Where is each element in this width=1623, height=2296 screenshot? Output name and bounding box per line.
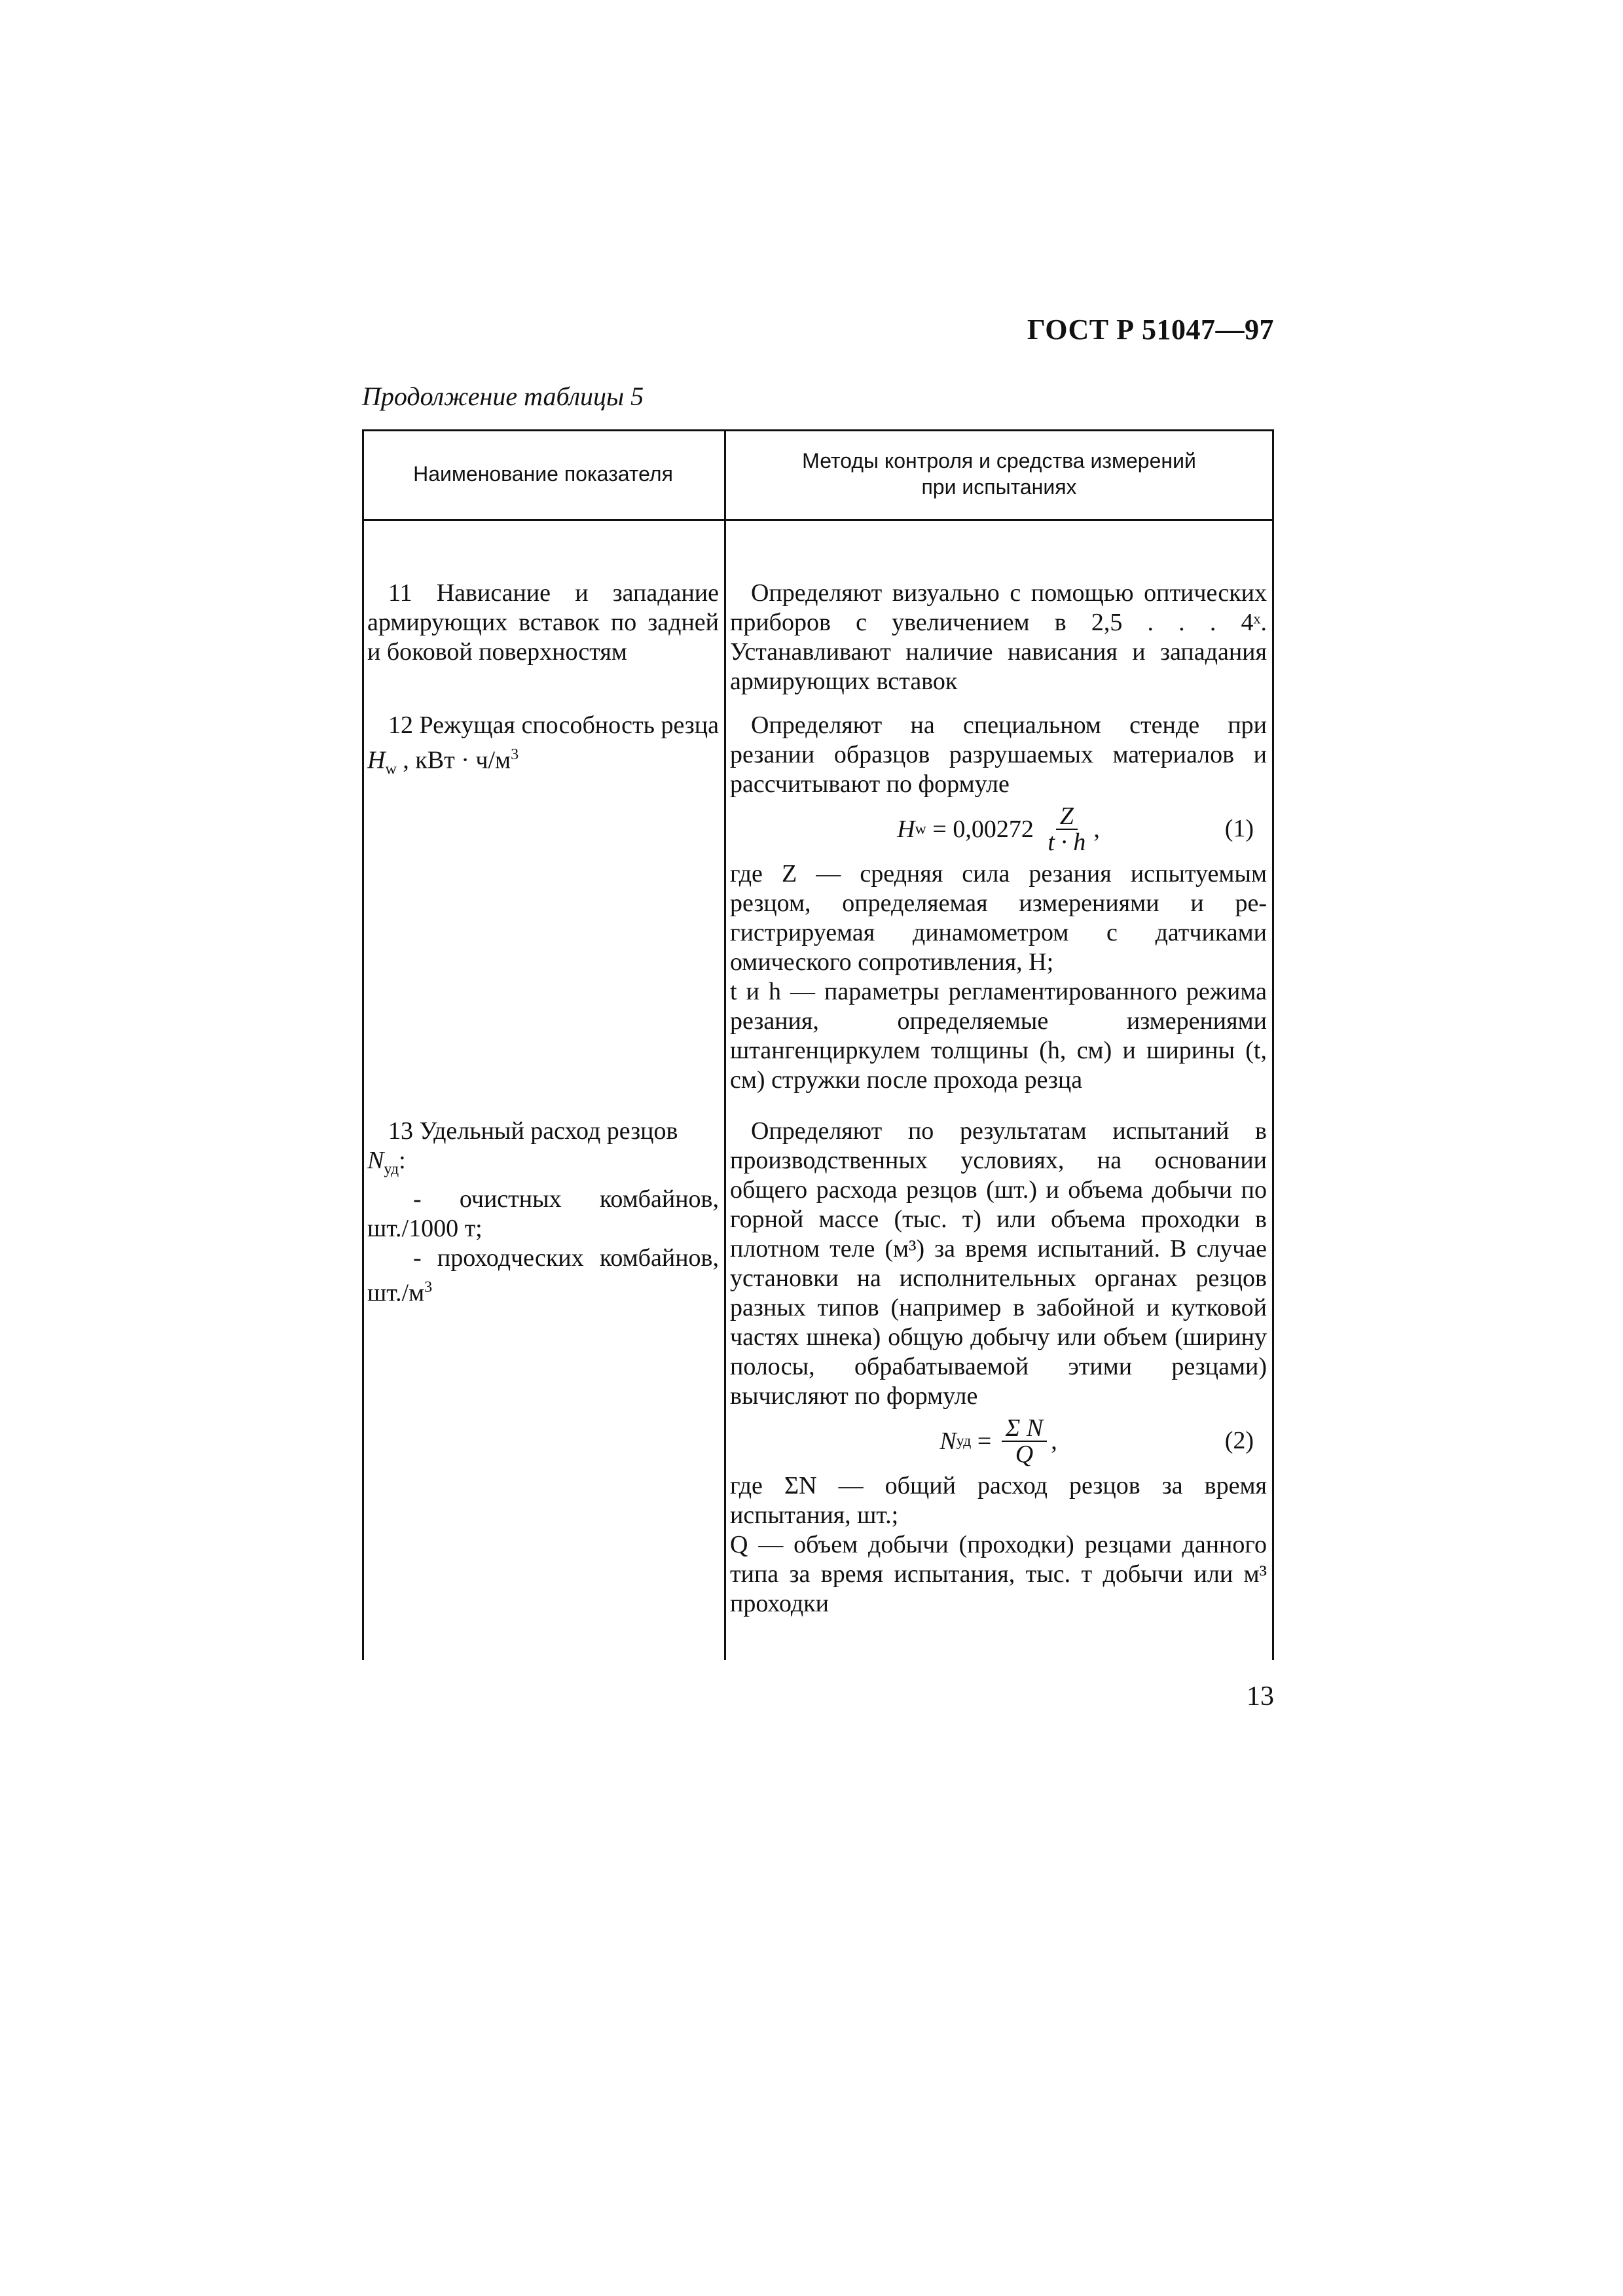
formula-1-fraction [1044, 804, 1089, 855]
row13-item2-sup: 3 [424, 1278, 433, 1296]
row13-where-sum: где ΣN — общий расход резцов за время испытания, шт.; [730, 1472, 1267, 1529]
document-code: ГОСТ Р 51047—97 [1027, 314, 1274, 346]
formula-2-number: (2) [1224, 1427, 1254, 1454]
row12-unit: , кВт · ч/м [396, 746, 511, 774]
column-divider [724, 429, 726, 1660]
row12-unit-sup: 3 [511, 746, 519, 763]
row13-symbol: N [367, 1147, 384, 1174]
table-right-border [1272, 429, 1274, 1660]
formula-2-eq: = [971, 1427, 998, 1455]
formula-2-tail: , [1051, 1427, 1057, 1455]
formula-2-numerator: Σ N [1002, 1416, 1047, 1442]
formula-2-lhs: N [939, 1427, 957, 1455]
row12-where-th: t и h — параметры регламентированного режима резания, определяемые измерениями штангенциркулем толщины (h, см) и ширины (t, см) стружки после прохода резца [730, 978, 1267, 1094]
row12-name [367, 711, 719, 784]
row13-name-symbol-line [367, 1146, 719, 1185]
header-methods-line2: при испытаниях [921, 475, 1077, 499]
row13-item1: - очистных комбайнов, шт./1000 т; [367, 1185, 719, 1242]
row13-name-line1: 13 Удельный расход резцов [388, 1117, 678, 1145]
formula-2-fraction [1002, 1416, 1047, 1467]
formula-2-lhs-sub: уд [956, 1432, 972, 1450]
row12-method-intro: Определяют на специальном стенде при резании образцов разрушаемых материалов и рассчитывают по формуле [730, 711, 1267, 798]
table-caption: Продолжение таблицы 5 [362, 382, 644, 411]
row12-symbol-sub: w [385, 761, 397, 778]
header-bottom-border [362, 519, 1274, 521]
row13-name [367, 1117, 719, 1308]
formula-2-denominator: Q [1015, 1441, 1034, 1468]
formula-1-lhs: H [897, 815, 915, 843]
header-indicator-name: Наименование показателя [413, 462, 673, 486]
page-number: 13 [1247, 1681, 1274, 1712]
formula-1-eq: = 0,00272 [926, 815, 1040, 843]
methods-table [362, 429, 1274, 1660]
header-methods [726, 448, 1272, 500]
formula-1-numerator: Z [1056, 804, 1078, 830]
row11-name: 11 Нависание и западание армирующих вставок по задней и боковой поверхностям [367, 579, 719, 666]
formula-1-denominator: t · h [1048, 829, 1086, 856]
formula-1-number: (1) [1224, 815, 1254, 842]
row13-colon: : [399, 1147, 406, 1174]
row12-symbol: H [367, 746, 386, 774]
row12-where-z: где Z — средняя сила резания испытуемым резцом, определяемая измерениями и регистрируемая динамометром с датчиками омического сопротивления, Н; [730, 860, 1267, 976]
table-left-border [362, 429, 364, 1660]
row13-item2-text: - проходческих комбайнов, шт./м [367, 1244, 719, 1307]
formula-1-tail: , [1093, 815, 1100, 843]
table-top-border [362, 429, 1274, 431]
row13-method [730, 1117, 1267, 1619]
row13-item2 [367, 1244, 719, 1308]
formula-1-lhs-sub: w [915, 820, 926, 838]
formula-1 [730, 799, 1267, 859]
row13-method-intro: Определяют по результатам испытаний в производственных условиях, на основании общего расхода резцов (шт.) и объема добычи по горной массе (тыс. т) или объема проходки в плотном теле (м³) за время испытаний. В случае установки на исполнительных органах резцов разных типов (например в забойной и кутковой частях шнека) общую добычу или объем (ширину полосы, обрабатываемой этими резцами) вычисляют по формуле [730, 1117, 1267, 1410]
row11-method: Определяют визуально с помощью оптических приборов с увеличением в 2,5 . . . 4ˣ. Устанавливают наличие нависания и западания армирующих вставок [730, 579, 1267, 695]
header-methods-line1: Методы контроля и средства измерений [802, 449, 1196, 473]
formula-2 [730, 1411, 1267, 1471]
row13-symbol-sub: уд [384, 1160, 399, 1178]
row12-method [730, 711, 1267, 1095]
row12-name-prefix: 12 Режущая способность резца [388, 711, 719, 739]
row13-where-q: Q — объем добычи (проходки) резцами данного типа за время испытания, тыс. т добычи или м³ проходки [730, 1531, 1267, 1617]
